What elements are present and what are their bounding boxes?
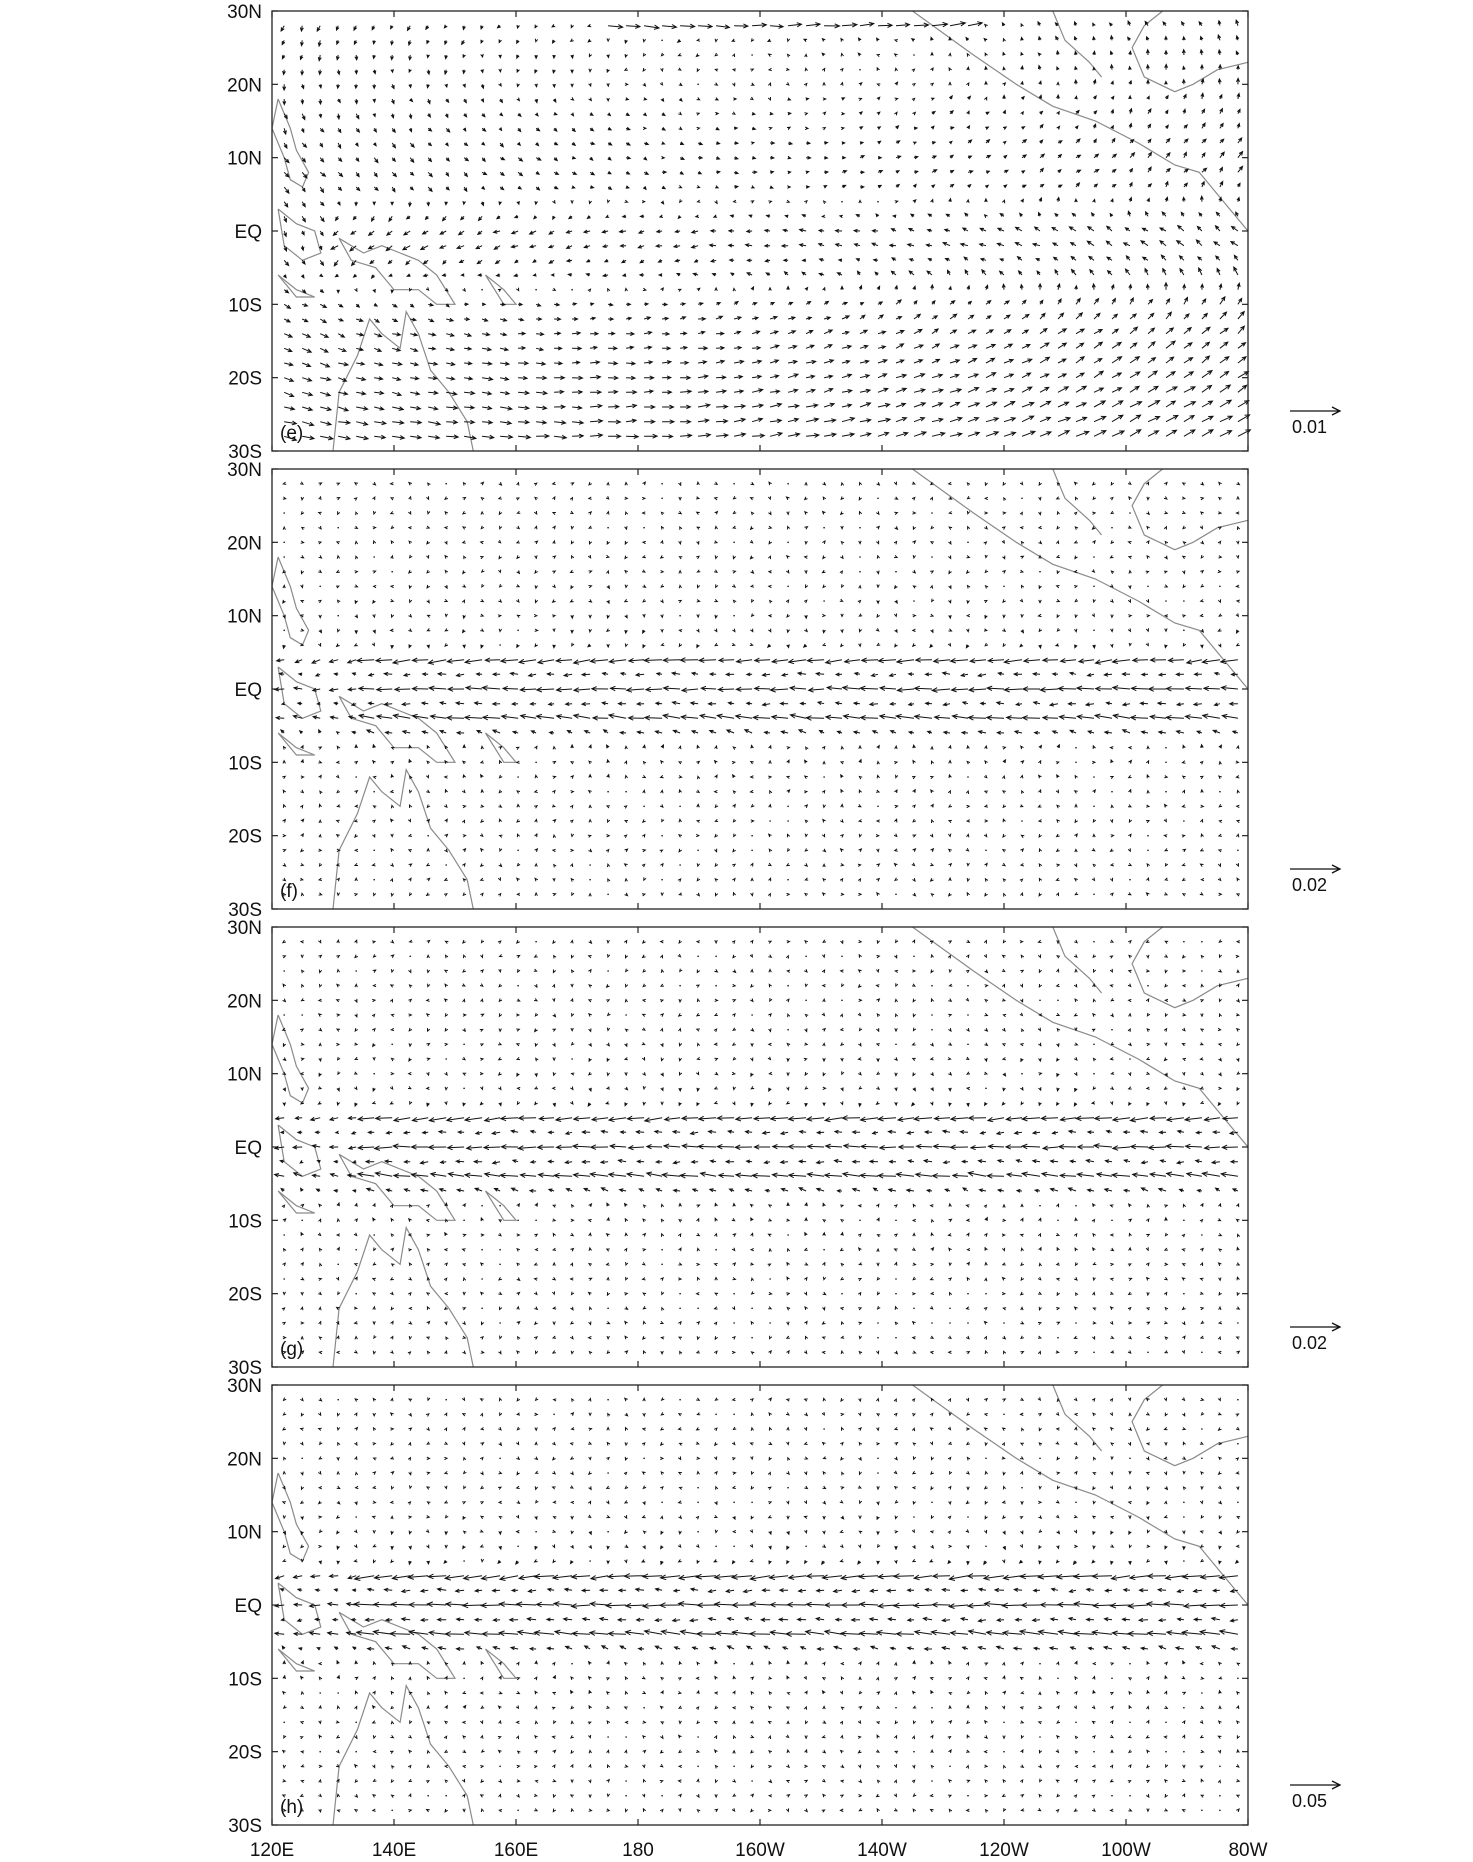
lat-tick-label: 10S [228, 1211, 262, 1233]
lat-tick-label: 20N [227, 991, 262, 1013]
lon-tick-label: 80W [1228, 1840, 1268, 1861]
lat-tick-label: 30N [227, 918, 262, 939]
reference-vector [1290, 1323, 1340, 1353]
vector-field [275, 1397, 1240, 1812]
lat-tick-label: 20S [228, 368, 262, 390]
lat-tick-label: 30N [227, 460, 262, 481]
vector-field [281, 20, 1250, 441]
reference-vector-label: 0.02 [1292, 1333, 1328, 1353]
lat-tick-label: 10S [228, 1669, 262, 1691]
coastline [272, 11, 1248, 451]
lat-tick-label: 30S [228, 900, 262, 921]
lon-tick-label: 120W [979, 1840, 1029, 1861]
lat-tick-label: 10N [227, 148, 262, 170]
lat-tick-label: EQ [234, 680, 262, 701]
lat-tick-label: 10N [227, 606, 262, 628]
lat-tick-label: 20N [227, 75, 262, 97]
lat-tick-label: 10N [227, 1522, 262, 1544]
lat-tick-label: 20S [228, 1284, 262, 1306]
vector-field [275, 940, 1241, 1355]
panel-h [227, 1376, 1340, 1837]
lat-tick-label: 10N [227, 1064, 262, 1086]
panel-f [227, 460, 1340, 921]
reference-vector [1290, 865, 1340, 895]
lat-tick-label: EQ [234, 1138, 262, 1159]
reference-vector [1290, 407, 1340, 437]
reference-vector-label: 0.02 [1292, 875, 1328, 895]
lat-tick-label: 30S [228, 442, 262, 463]
lon-tick-label: 160E [493, 1840, 539, 1861]
lon-tick-label: 100W [1101, 1840, 1151, 1861]
lat-tick-label: 10S [228, 753, 262, 775]
vector-field [275, 482, 1240, 897]
lon-tick-label: 120E [249, 1840, 295, 1861]
lon-tick-label: 180 [622, 1840, 654, 1861]
reference-vector-label: 0.05 [1292, 1791, 1328, 1811]
lat-tick-label: 10S [228, 295, 262, 317]
reference-vector-label: 0.01 [1292, 417, 1328, 437]
lat-tick-label: 30N [227, 2, 262, 23]
lon-axis [250, 1840, 1268, 1861]
panel-g [227, 918, 1340, 1379]
lat-tick-label: EQ [234, 1596, 262, 1617]
lat-tick-label: 30S [228, 1358, 262, 1379]
panel-e [227, 2, 1340, 463]
lat-tick-label: 20N [227, 533, 262, 555]
lon-tick-label: 160W [735, 1840, 785, 1861]
panel-label: (g) [280, 1339, 304, 1360]
panel-label: (h) [280, 1797, 304, 1818]
lat-tick-label: EQ [234, 222, 262, 243]
lat-tick-label: 20S [228, 1742, 262, 1764]
panel-label: (e) [280, 423, 304, 444]
panel-label: (f) [280, 881, 298, 902]
lat-tick-label: 20N [227, 1449, 262, 1471]
lon-tick-label: 140E [371, 1840, 417, 1861]
lat-tick-label: 20S [228, 826, 262, 848]
reference-vector [1290, 1781, 1340, 1811]
lon-tick-label: 140W [857, 1840, 907, 1861]
lat-tick-label: 30S [228, 1816, 262, 1837]
lat-tick-label: 30N [227, 1376, 262, 1397]
